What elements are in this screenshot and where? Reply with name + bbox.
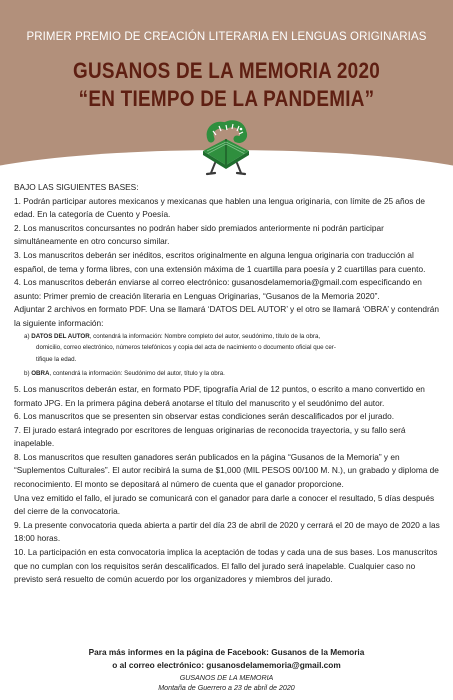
sub-item-a: [14, 331, 441, 343]
worm-on-book-logo-icon: [197, 117, 255, 179]
sub-a-label: DATOS DEL AUTOR: [31, 332, 90, 340]
base-1: 1. Podrán participar autores mexicanos y mexicanas que hablen una lengua originaria, con límite de 25 años de edad. En la categoría de Cuento y Poesía.: [14, 195, 425, 220]
contest-theme: “EN TIEMPO DE LA PANDEMIA”: [78, 86, 375, 111]
sub-b-prefix: b): [24, 370, 32, 378]
facebook-line: Para más informes en la página de Facebook: Gusanos de la Memoria: [88, 647, 365, 657]
bases-intro: BAJO LAS SIGUIENTES BASES:: [14, 182, 139, 192]
base-2: 2. Los manuscritos concursantes no podrán haber sido premiados anteriormente ni podrán participar simultáneamente en otro concurso similar.: [14, 222, 384, 247]
base-5: 5. Los manuscritos deberán estar, en formato PDF, tipografía Arial de 12 puntos, o escrito a mano convertido en formato JPG. En la primera página deberá anotarse el título del manuscrito y el seudónimo del autor.: [14, 383, 425, 408]
sub-b-text: , contendrá la información: Seudónimo del autor, título y la obra.: [49, 370, 225, 378]
sub-a-line2: domicilio, correo electrónico, números telefónicos y copia del acta de nacimiento o documento oficial que cer-: [36, 344, 336, 352]
base-10: 10. La participación en esta convocatoria implica la aceptación de todas y cada una de sus bases. Los manuscritos que no cumplan con los requisitos serán descalificados. El fallo del jurado será inapelable. Cualquier caso no previsto será resuelto de común acuerdo por los organizadores y miembros del jurado.: [14, 547, 438, 585]
contact-info: [0, 646, 453, 671]
base-8-result: Una vez emitido el fallo, el jurado se comunicará con el ganador para darle a conocer el resultado, 5 días después del cierre de la convocatoria.: [14, 492, 435, 517]
base-6: 6. Los manuscritos que se presenten sin observar estas condiciones serán descalificados por el jurado.: [14, 411, 395, 422]
sub-a-line1: , contendrá la información: Nombre completo del autor, seudónimo, título de la obra,: [89, 332, 321, 340]
base-3: 3. Los manuscritos deberán ser inéditos, escritos originalmente en alguna lengua originaria con traducción al español, de tema y forma libres, con una extensión máxima de 1 cuartilla para poesía y 2 cuartillas para cuento.: [14, 249, 426, 274]
contest-subtitle: PRIMER PREMIO DE CREACIÓN LITERARIA EN LENGUAS ORIGINARIAS: [26, 31, 427, 43]
place-date: Montaña de Guerrero a 23 de abril de 2020: [158, 683, 295, 692]
base-4-attachments: Adjuntar 2 archivos en formato PDF. Una se llamará ‘DATOS DEL AUTOR’ y el otro se llamará ‘OBRA’ y contendrán la siguiente información:: [14, 304, 439, 328]
sub-a-prefix: a): [24, 332, 32, 340]
signature: [0, 674, 453, 693]
bases-text: [14, 181, 441, 587]
organization-name: GUSANOS DE LA MEMORIA: [179, 674, 274, 682]
base-8: 8. Los manuscritos que resulten ganadores serán publicados en la página “Gusanos de la Memoria” y en “Suplementos Culturales”. El autor recibirá la suma de $1,000 (MIL PESOS 00/100 M. N.), un grabado y diploma de reconocimiento. El monto se depositará al número de cuenta que el ganador proporcione.: [14, 451, 439, 490]
sub-a-line3: tifique la edad.: [36, 355, 77, 363]
sub-b-label: OBRA: [31, 370, 50, 378]
sub-item-b: [14, 368, 441, 380]
email-line: o al correo electrónico: gusanosdelamemoria@gmail.com: [112, 659, 341, 670]
base-9: 9. La presente convocatoria queda abierta a partir del día 23 de abril de 2020 y cerrará el 20 de mayo de 2020 a las 18:00 horas.: [14, 519, 440, 544]
base-4: 4. Los manuscritos deberán enviarse al correo electrónico: gusanosdelamemoria@gmail.com especificando en asunto: Primer premio de creación literaria en Lenguas Originarias, “Gusanos de la Memoria 2020”.: [14, 277, 422, 301]
contest-title: GUSANOS DE LA MEMORIA 2020: [72, 58, 381, 83]
base-7: 7. El jurado estará integrado por escritores de lenguas originarias de reconocida trayectoria, y su fallo será inapelable.: [14, 424, 406, 449]
